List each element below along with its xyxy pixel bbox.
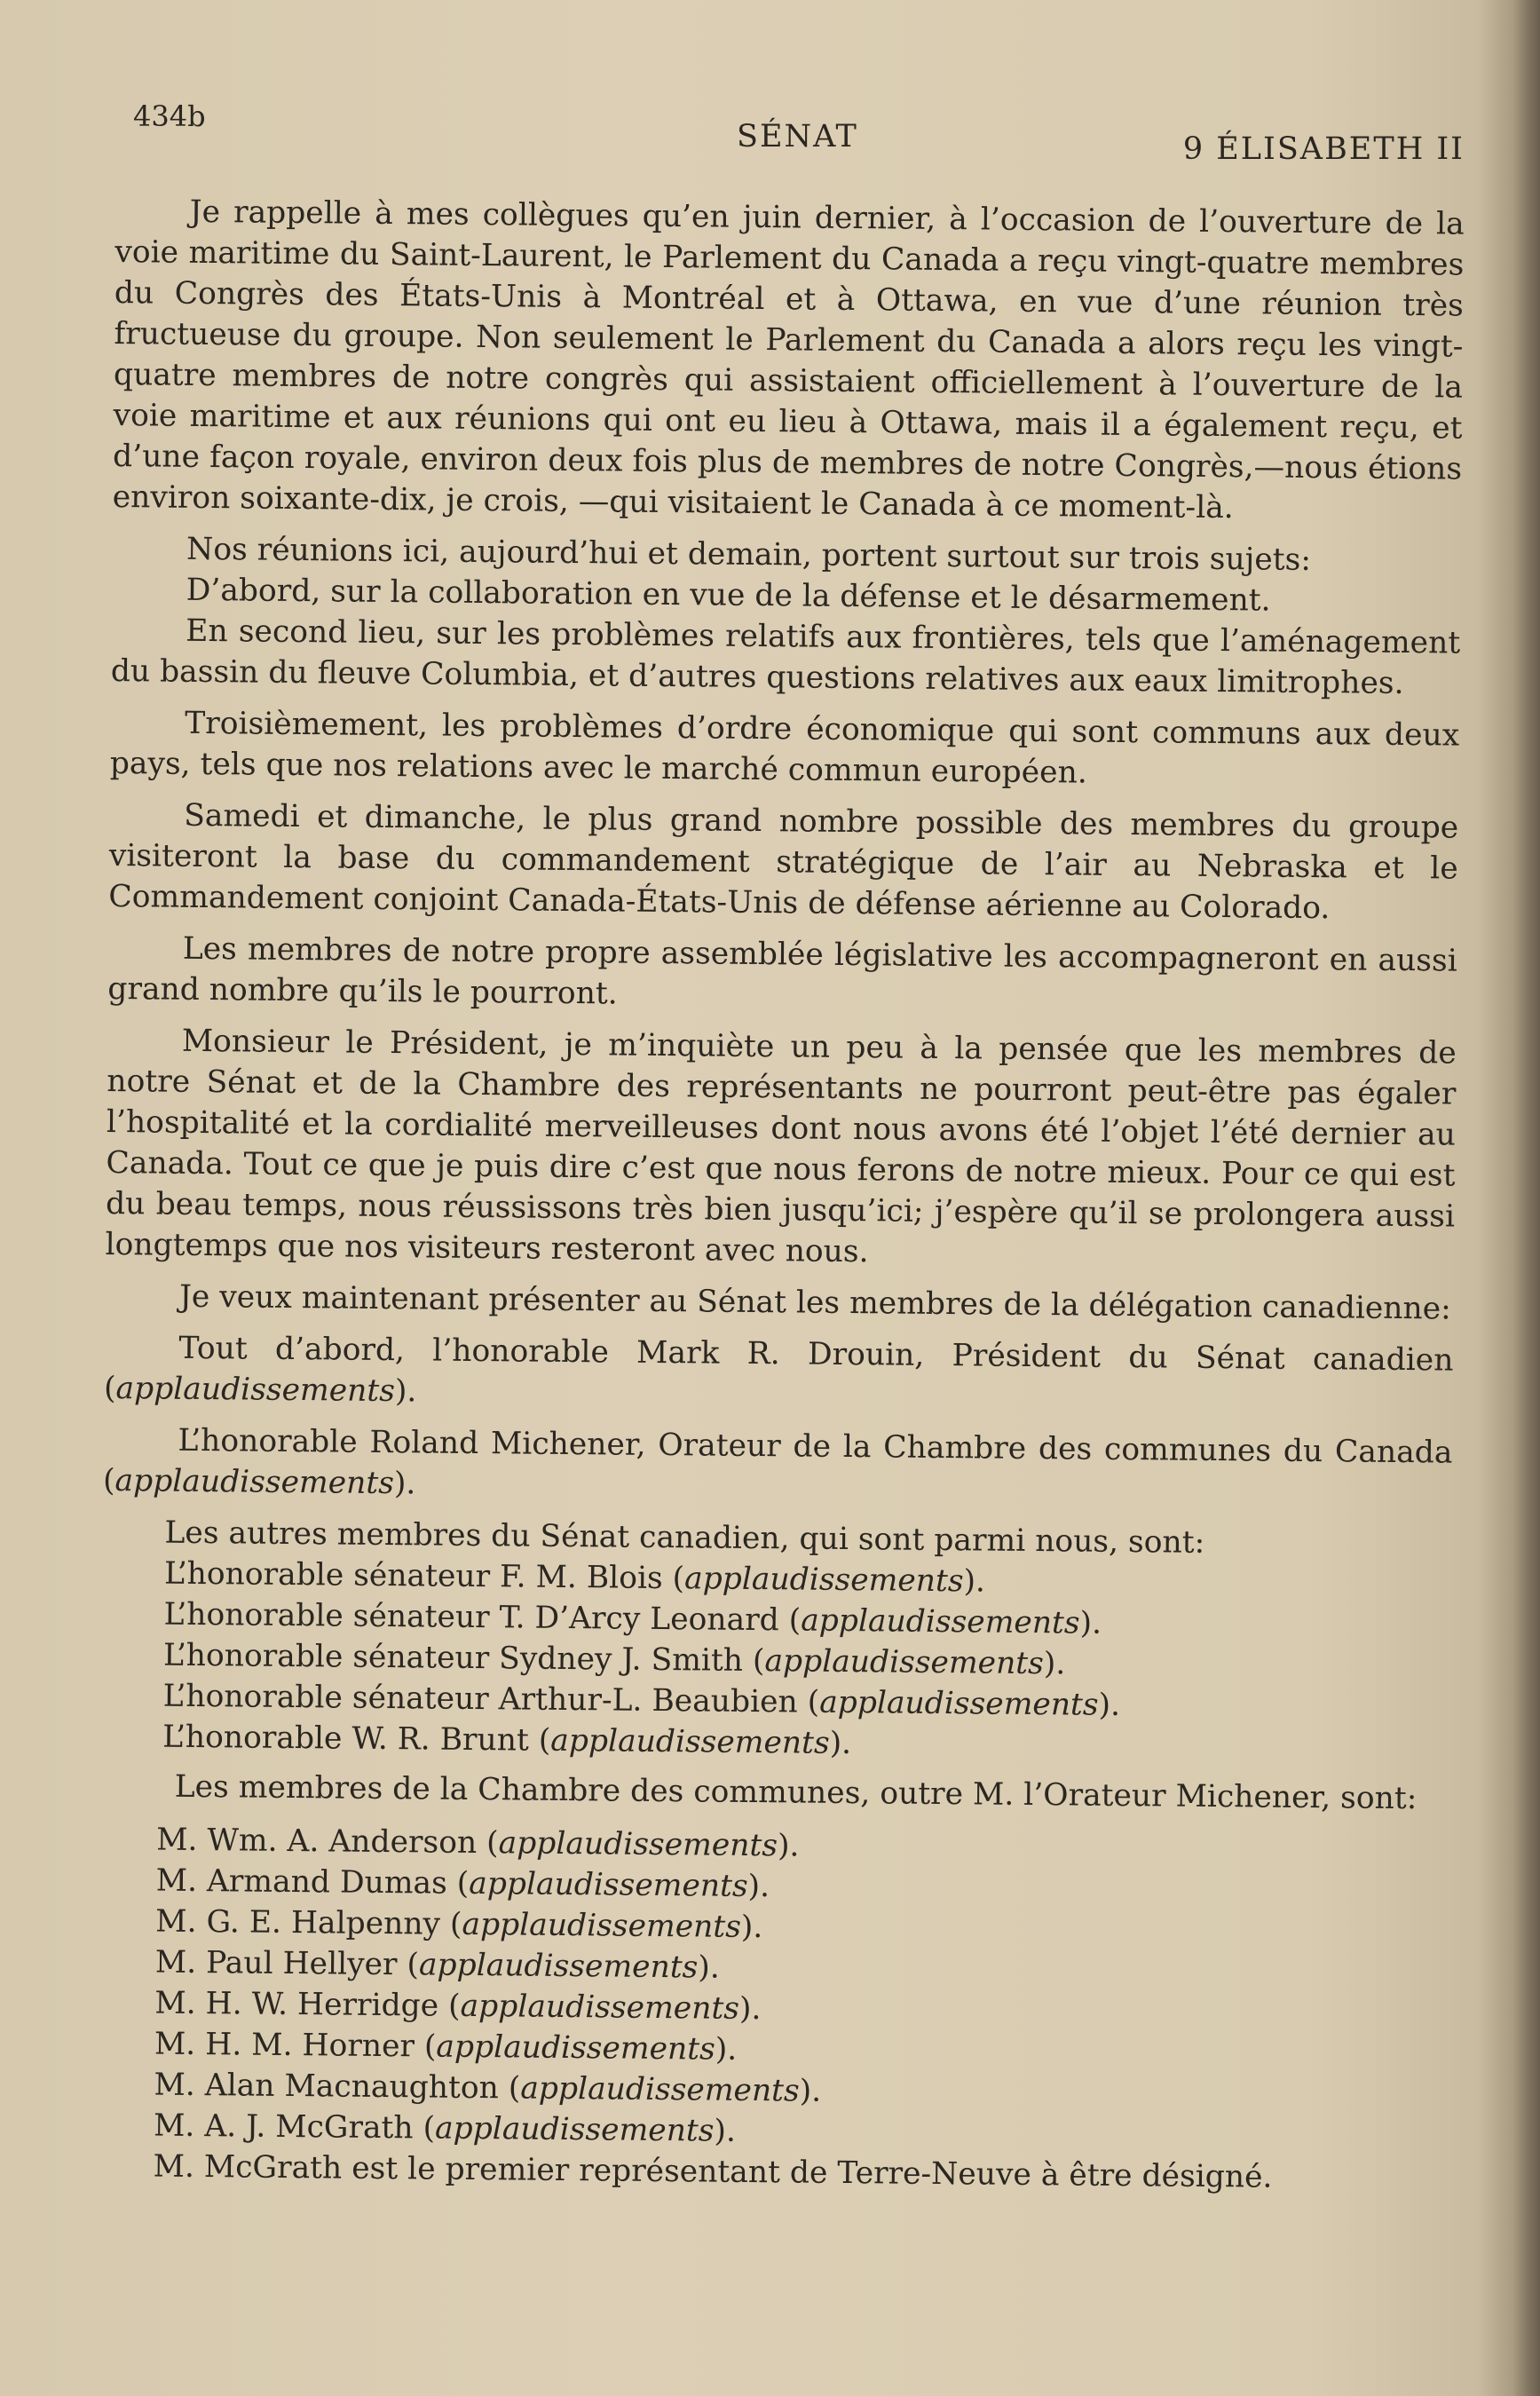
body-text bbox=[96, 191, 1465, 2199]
member-name: L’honorable W. R. Brunt bbox=[162, 1719, 530, 1759]
list-item: M. A. J. McGrath (applaudissements). bbox=[153, 2107, 737, 2149]
paragraph: En second lieu, sur les problèmes relatifs aux frontières, tels que l’aménagement du bassin du fleuve Columbia, et d’autres questions relatives aux eaux limitrophes. bbox=[110, 613, 1461, 701]
commons-intro: Les membres de la Chambre des communes, outre M. l’Orateur Michener, sont: bbox=[174, 1768, 1418, 1817]
applause-note: applaudissements bbox=[436, 2028, 716, 2068]
member-name: L’honorable sénateur Sydney J. Smith bbox=[162, 1637, 744, 1679]
closing-note: M. McGrath est le premier représentant de Terre-Neuve à être désigné. bbox=[153, 2148, 1273, 2195]
list-item: M. Wm. A. Anderson (applaudissements). bbox=[155, 1822, 800, 1864]
applause-note: applaudissements bbox=[498, 1825, 778, 1864]
paragraph: Samedi et dimanche, le plus grand nombre possible des membres du groupe visiteront la base du commandement stratégique de l’air au Nebraska et le Commandement conjoint Canada-États-Unis de défense aérienne au Colorado. bbox=[108, 797, 1459, 927]
list-item: M. Armand Dumas (applaudissements). bbox=[155, 1862, 770, 1905]
member-name: L’honorable sénateur Arthur-L. Beaubien bbox=[162, 1678, 798, 1720]
applause-note: applaudissements bbox=[550, 1722, 830, 1761]
applause-note: applaudissements bbox=[469, 1865, 748, 1904]
introduction-drouin: Tout d’abord, l’honorable Mark R. Drouin, Président du Sénat canadien (applaudissements). bbox=[103, 1330, 1454, 1410]
member-name: M. G. E. Halpenny bbox=[155, 1903, 441, 1942]
list-item: M. Paul Hellyer (applaudissements). bbox=[154, 1944, 721, 1986]
commons-member-list bbox=[97, 1819, 1449, 2159]
introduction-text: L’honorable Roland Michener, Orateur de la Chambre des communes du Canada bbox=[178, 1422, 1453, 1471]
member-name: M. Armand Dumas bbox=[155, 1862, 448, 1902]
applause-note: applaudissements bbox=[460, 1988, 740, 2027]
applause-note: applaudissements bbox=[115, 1371, 396, 1410]
list-item: L’honorable W. R. Brunt (applaudissements). bbox=[162, 1719, 852, 1762]
paragraph: Troisièmement, les problèmes d’ordre économique qui sont communs aux deux pays, tels que nos relations avec le marché commun européen. bbox=[109, 705, 1460, 791]
member-name: M. Paul Hellyer bbox=[154, 1944, 398, 1983]
running-title: SÉNAT bbox=[737, 119, 858, 154]
introduction-michener: L’honorable Roland Michener, Orateur de la Chambre des communes du Canada (applaudissements). bbox=[102, 1422, 1453, 1502]
applause-note: applaudissements bbox=[683, 1561, 964, 1600]
applause-note: applaudissements bbox=[462, 1906, 742, 1945]
page-number: 434b bbox=[133, 99, 206, 133]
paragraph: Je rappelle à mes collègues qu’en juin dernier, à l’occasion de l’ouverture de la voie maritime du Saint-Laurent, le Parlement du Canada a reçu vingt-quatre membres du Congrès des États-Unis à Montréal et à Ottawa, en vue d’une réunion très fructueuse du groupe. Non seulement le Parlement du Canada a alors reçu les vingt-quatre membres de notre congrès qui assistaient officiellement à l’ouverture de la voie maritime et aux réunions qui ont eu lieu à Ottawa, mais il a également reçu, et d’une façon royale, environ deux fois plus de membres de notre Congrès,—nous étions environ soixante-dix, je crois, —qui visitaient le Canada à ce moment-là. bbox=[112, 194, 1465, 526]
applause-note: applaudissements bbox=[418, 1947, 699, 1986]
paragraph: Les membres de notre propre assemblée législative les accompagneront en aussi grand nombre qu’ils le pourront. bbox=[107, 930, 1457, 1012]
member-name: M. A. J. McGrath bbox=[153, 2107, 414, 2147]
member-name: M. H. M. Horner bbox=[154, 2026, 415, 2065]
page-header bbox=[133, 99, 1465, 167]
applause-note: applaudissements bbox=[115, 1463, 395, 1502]
member-name: L’honorable sénateur F. M. Blois bbox=[163, 1555, 663, 1596]
member-name: L’honorable sénateur T. D’Arcy Leonard bbox=[163, 1596, 779, 1639]
list-item: M. H. M. Horner (applaudissements). bbox=[154, 2026, 738, 2068]
paragraph: Monsieur le Président, je m’inquiète un peu à la pensée que les membres de notre Sénat et de la Chambre des représentants ne pourront peut-être pas égaler l’hospitalité et la cordialité merveilleuses dont nous avons été l’objet l’été dernier au Canada. Tout ce que je puis dire c’est que nous ferons de notre mieux. Pour ce qui est du beau temps, nous réussissons très bien jusqu’ici; j’espère qu’il se prolongera aussi longtemps que nos visiteurs resteront avec nous. bbox=[105, 1023, 1457, 1270]
senate-intro: Les autres membres du Sénat canadien, qui sont parmi nous, sont: bbox=[164, 1514, 1205, 1561]
list-item: M. G. E. Halpenny (applaudissements). bbox=[155, 1903, 763, 1946]
list-item: L’honorable sénateur Arthur-L. Beaubien (applaudissements). bbox=[162, 1678, 1121, 1723]
member-name: M. Alan Macnaughton bbox=[154, 2067, 500, 2107]
member-name: M. H. W. Herridge bbox=[154, 1985, 439, 2024]
list-item: L’honorable sénateur F. M. Blois (applaudissements). bbox=[163, 1555, 986, 1600]
applause-note: applaudissements bbox=[818, 1684, 1099, 1723]
applause-note: applaudissements bbox=[434, 2110, 715, 2149]
list-item: M. H. W. Herridge (applaudissements). bbox=[154, 1985, 762, 2028]
list-item: L’honorable sénateur Sydney J. Smith (applaudissements). bbox=[162, 1637, 1066, 1682]
list-item: M. Alan Macnaughton (applaudissements). bbox=[154, 2067, 822, 2109]
applause-note: applaudissements bbox=[800, 1602, 1080, 1641]
paragraph: Je veux maintenant présenter au Sénat les membres de la délégation canadienne: bbox=[178, 1278, 1451, 1327]
paragraph: Nos réunions ici, aujourd’hui et demain, portent surtout sur trois sujets: bbox=[186, 531, 1312, 578]
page-edge-shadow bbox=[1513, 0, 1540, 2396]
introduction-text: Tout d’abord, l’honorable Mark R. Drouin, Président du Sénat canadien bbox=[178, 1330, 1454, 1379]
member-name: M. Wm. A. Anderson bbox=[155, 1822, 478, 1861]
list-item: L’honorable sénateur T. D’Arcy Leonard (applaudissements). bbox=[163, 1596, 1102, 1641]
paragraph: D’abord, sur la collaboration en vue de la défense et le désarmement. bbox=[186, 572, 1271, 619]
applause-note: applaudissements bbox=[520, 2070, 800, 2109]
senator-list bbox=[100, 1553, 1451, 1770]
applause-note: applaudissements bbox=[764, 1643, 1045, 1682]
regnal-year: 9 ÉLISABETH II bbox=[1182, 131, 1465, 167]
